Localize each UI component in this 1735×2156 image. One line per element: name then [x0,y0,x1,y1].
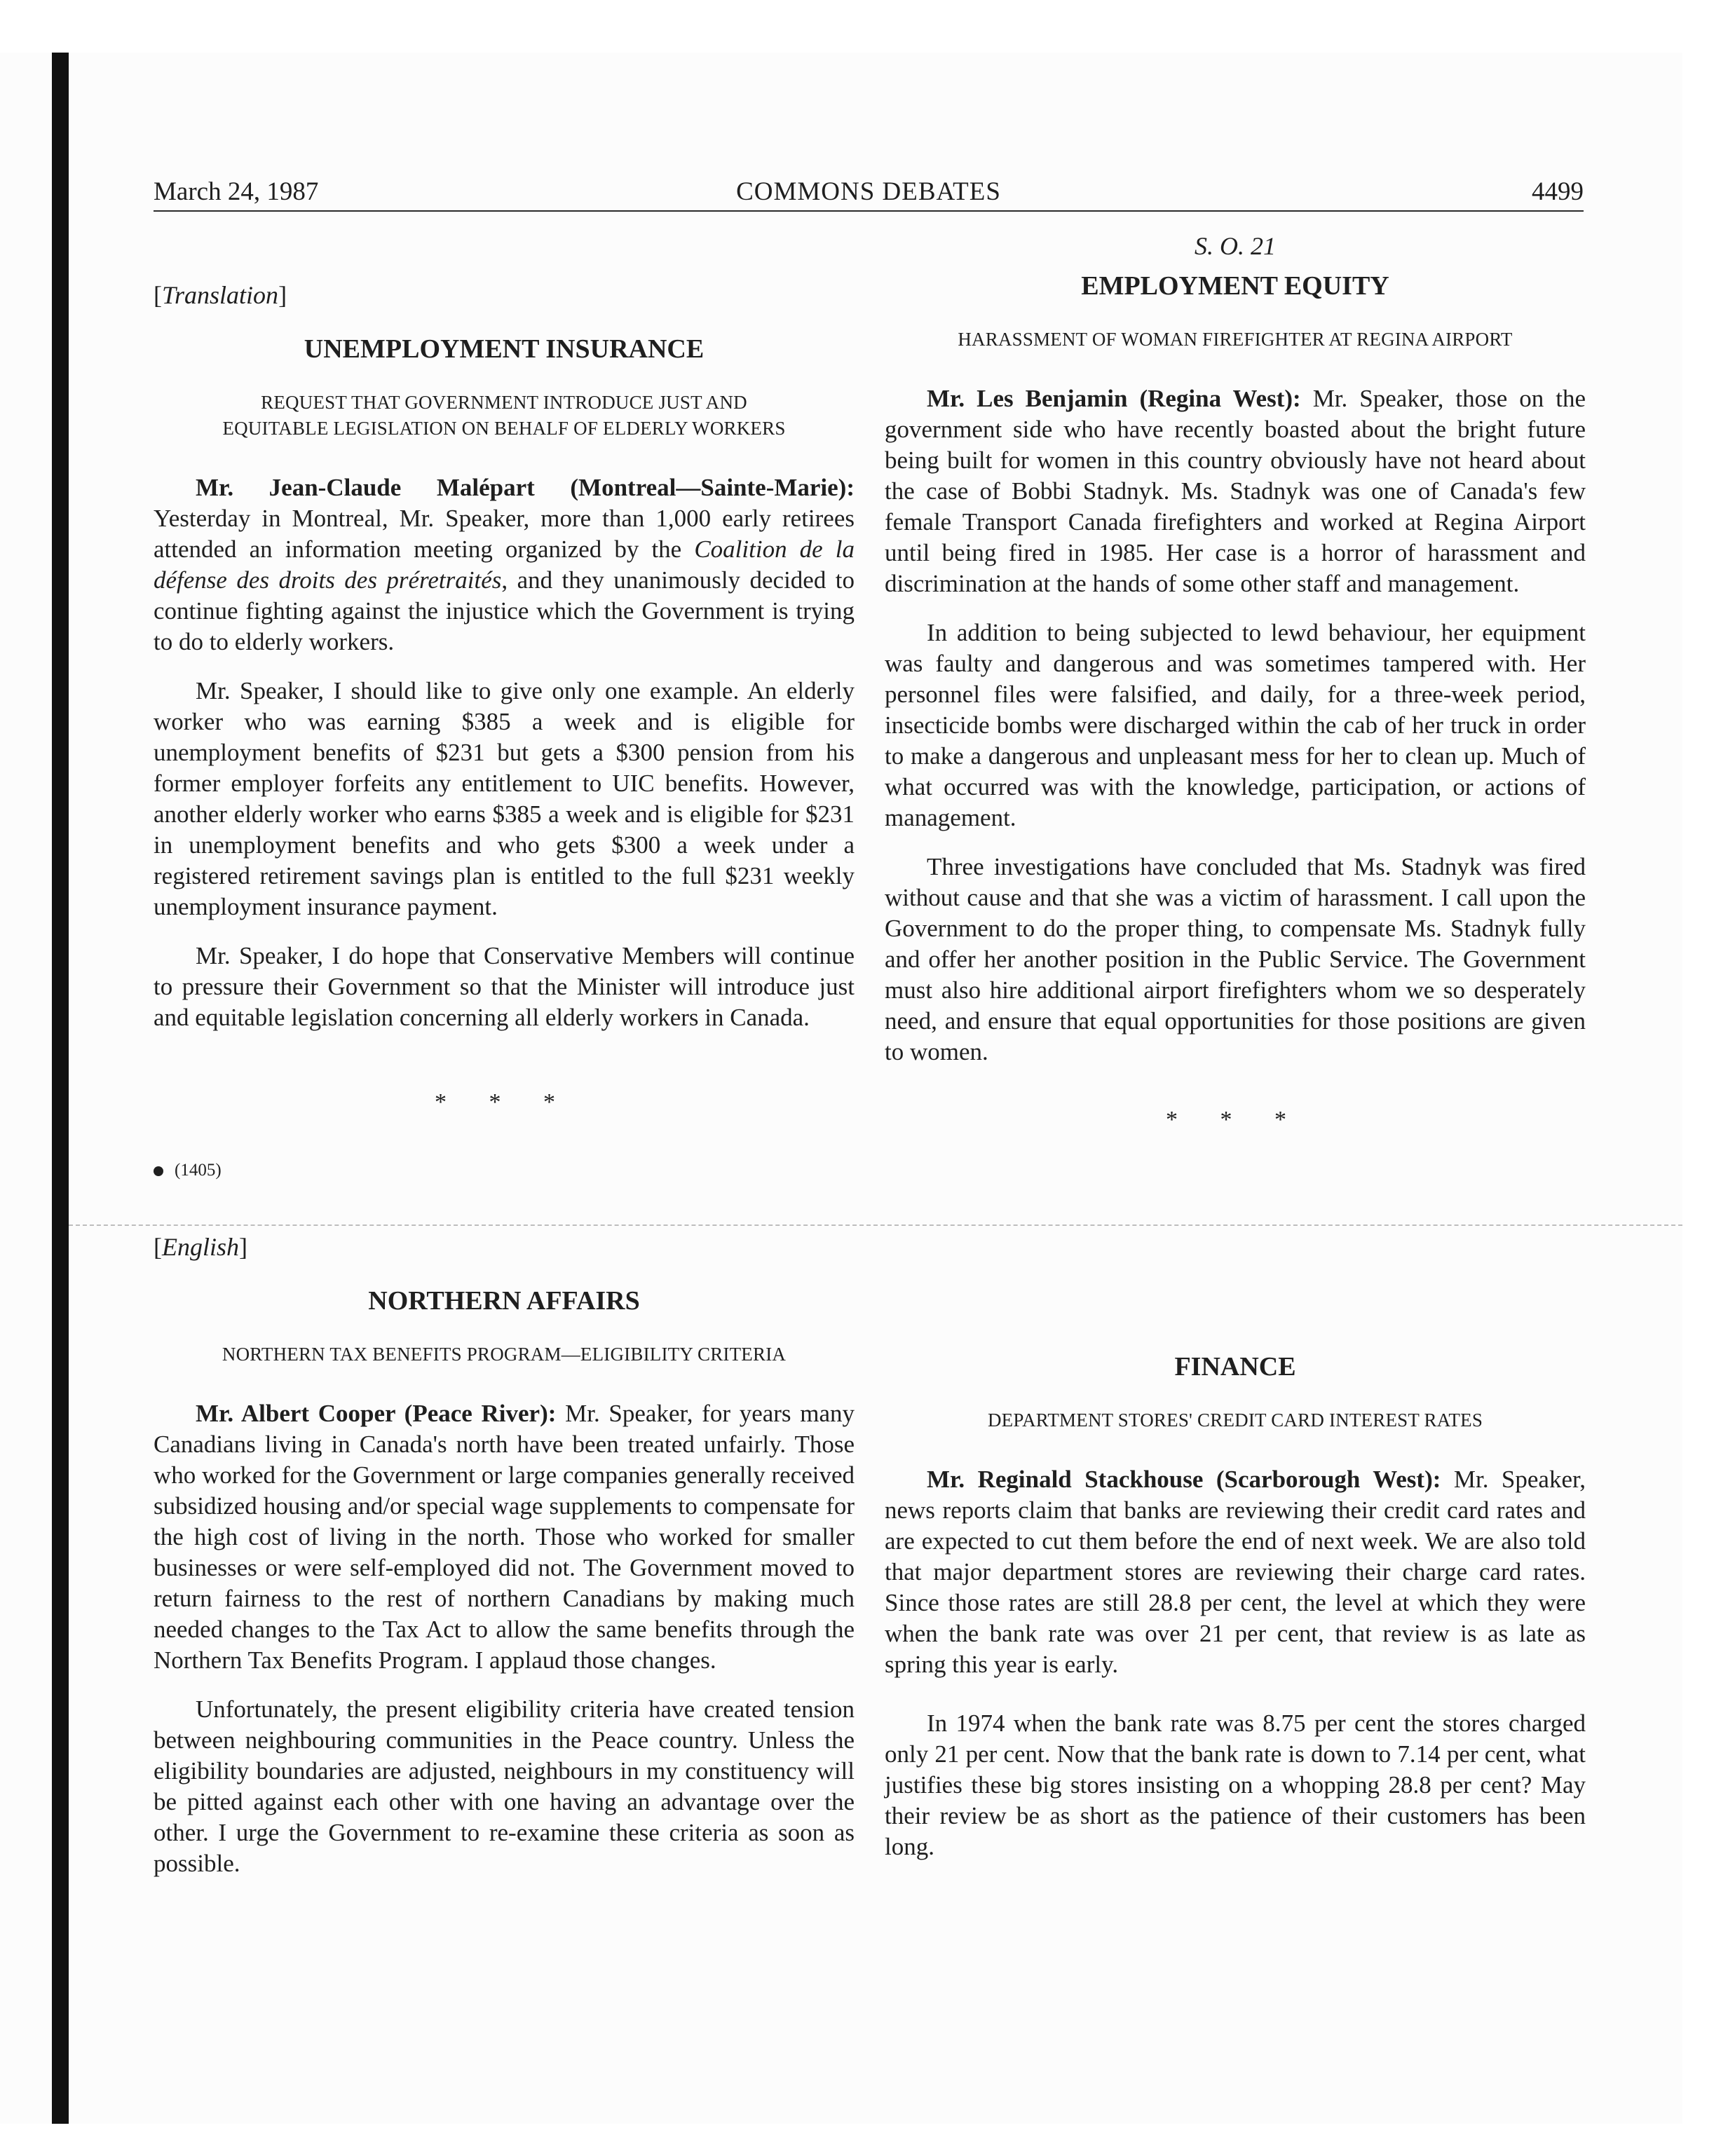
section-heading: NORTHERN AFFAIRS [368,1286,640,1316]
paragraph: Three investigations have concluded that Ms. Stadnyk was fired without cause and that she was a victim of harassment. I call upon the Government to do the proper thing, to compensate Ms. Stadnyk fully and offer her another position in the Public Service. The Government must also hire additional airport firefighters whom we so desperately need, and ensure that equal opportunities for those positions are given to women. [885,853,1586,1065]
text: Yesterday in Montreal, Mr. Speaker, more than 1,000 early retirees attended an information meeting organized by the [154,505,855,563]
language-tag: [English] [154,1233,248,1261]
paragraph [885,383,1586,599]
section-unemployment-insurance [154,280,855,1116]
timestamp-text: (1405) [175,1161,222,1180]
speaker-name: Mr. Jean-Claude Malépart (Montreal—Sainte-Marie): [196,474,855,501]
scan-top-margin [0,0,1735,53]
text: Mr. Speaker, news reports claim that banks are reviewing their credit card rates and are expected to cut them before the end of next week. We are also told that major department stores are reviewing their charge card rates. Since those rates are still 28.8 per cent, the level at which they were when the bank rate was over 21 per cent, that review is as late as spring this year is early. [885,1466,1586,1678]
header-page-number: 4499 [1532,177,1584,206]
text: Mr. Speaker, for years many Canadians living in Canada's north have been treated unfairly. Those who worked for the Government or large companies generally received subsidized housing and/or special wage supplements to compensate for the high cost of living in the north. Those who worked for smaller businesses or were self-employed did not. The Government moved to return fairness to the rest of northern Canadians by making much needed changes to the Tax Act to allow the same benefits through the Northern Tax Benefits Program. I applaud those changes. [154,1400,855,1674]
text: Mr. Speaker, those on the government side who have recently boasted about the bright future being built for women in this country obviously have not heard about the case of Bobbi Stadnyk. Ms. Stadnyk was one of Canada's few female Transport Canada firefighters and worked at Regina Airport until being fired in 1985. Her case is a horror of harassment and discrimination at the hands of some other staff and management. [885,385,1586,597]
paragraph [154,1398,855,1676]
page-header [154,177,1584,210]
language-tag: [Translation] [154,281,287,309]
timestamp [154,1161,222,1180]
organization-name: Coalition de la défense des droits des préretraités [154,535,855,594]
paragraph [154,472,855,657]
paragraph: Unfortunately, the present eligibility criteria have created tension between neighbouring communities in the Peace country. Unless the eligibility boundaries are adjusted, neighbours in my constituency will be pitted against each other with one having an advantage over the other. I urge the Government to re-examine these criteria as soon as possible. [154,1696,855,1877]
paragraph [885,1464,1586,1680]
subheading-line: EQUITABLE LEGISLATION ON BEHALF OF ELDERLY WORKERS [222,418,786,439]
paragraph: In 1974 when the bank rate was 8.75 per cent the stores charged only 21 per cent. Now that the bank rate is down to 7.14 per cent, what justifies these big stores insisting on a whopping 28.8 per cent? May their review be as short as the patience of their customers has been long. [885,1710,1586,1860]
section-subheading: NORTHERN TAX BENEFITS PROGRAM—ELIGIBILITY CRITERIA [222,1344,787,1365]
bullet-icon [154,1166,163,1176]
section-subheading: DEPARTMENT STORES' CREDIT CARD INTEREST RATES [987,1410,1483,1431]
paragraph: Mr. Speaker, I should like to give only one example. An elderly worker who was earning $385 a week and is eligible for unemployment benefits of $231 but gets a $300 pension from his former employer forfeits any entitlement to UIC benefits. However, another elderly worker who earns $385 a week and is eligible for $231 in unemployment benefits and who gets $300 a week under a registered retirement savings plan is entitled to the full $231 weekly unemployment insurance payment. [154,677,855,920]
standing-order: S. O. 21 [1195,232,1276,260]
section-northern-affairs [154,1232,855,1897]
section-heading: FINANCE [1174,1352,1296,1381]
speaker-name: Mr. Reginald Stackhouse (Scarborough West): [927,1466,1441,1493]
text: , and they unanimously decided to continue fighting against the injustice which the Government is trying to do to elderly workers. [154,566,855,655]
header-date: March 24, 1987 [154,177,319,206]
section-employment-equity [885,231,1586,1133]
section-heading: EMPLOYMENT EQUITY [1081,271,1389,301]
section-subheading [154,390,855,442]
speaker-name: Mr. Les Benjamin (Regina West): [927,385,1301,412]
header-title: COMMONS DEBATES [736,177,1001,206]
fold-line [69,1224,1682,1226]
paragraph: Mr. Speaker, I do hope that Conservative Members will continue to pressure their Government so that the Minister will introduce just and equitable legislation concerning all elderly workers in Canada. [154,942,855,1031]
paragraph: In addition to being subjected to lewd behaviour, her equipment was faulty and dangerous and was sometimes tampered with. Her personnel files were falsified, and daily, for a three-week period, insecticide bombs were discharged within the cab of her truck in order to make a dangerous and unpleasant mess for her to clean up. Much of what occurred was with the knowledge, participation, or actions of management. [885,619,1586,831]
section-heading: UNEMPLOYMENT INSURANCE [304,334,705,364]
section-separator: * * * [1166,1107,1305,1133]
scan-right-margin [1682,0,1735,2156]
scan-bottom-margin [0,2124,1735,2156]
scan-binding-bar [52,53,69,2124]
section-finance [885,1269,1586,1881]
subheading-line: REQUEST THAT GOVERNMENT INTRODUCE JUST AND [261,392,747,413]
speaker-name: Mr. Albert Cooper (Peace River): [196,1400,557,1427]
section-separator: * * * [435,1089,573,1115]
section-subheading: HARASSMENT OF WOMAN FIREFIGHTER AT REGINA AIRPORT [958,329,1513,350]
header-rule [154,210,1584,212]
